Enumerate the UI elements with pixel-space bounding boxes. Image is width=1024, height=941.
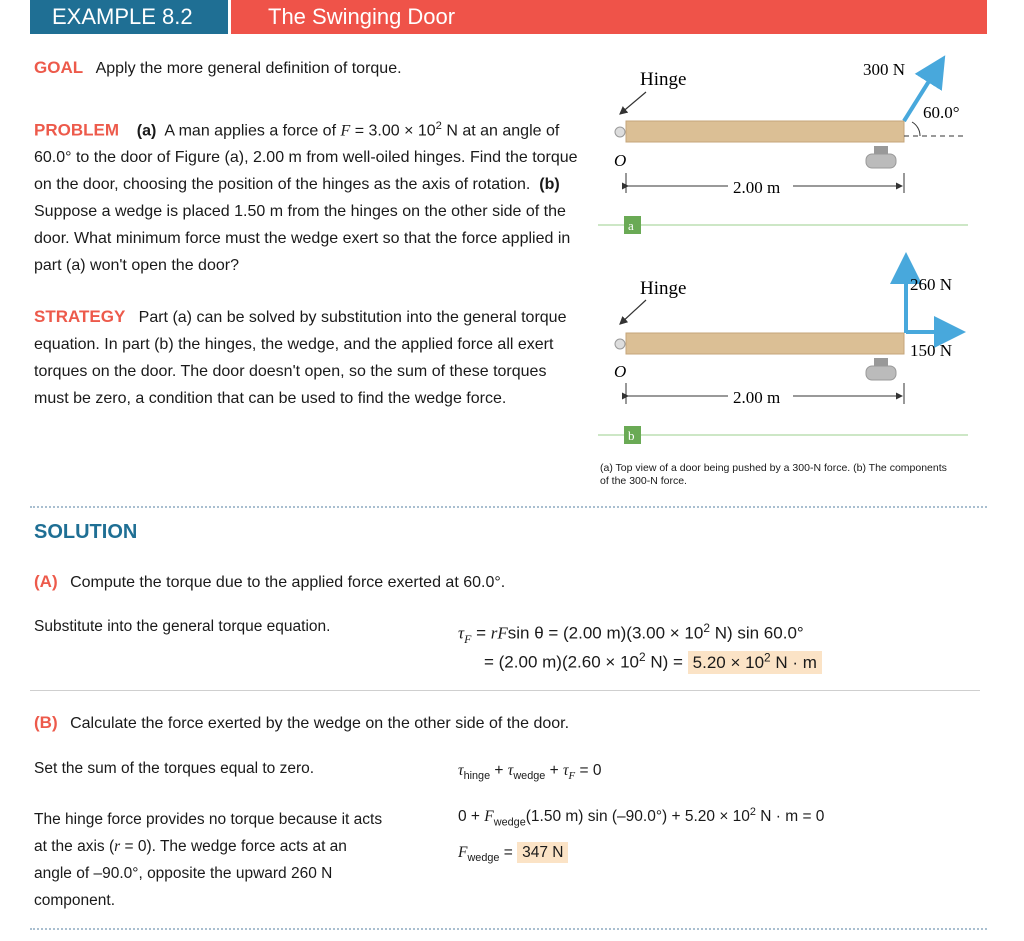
torque-equation-2 — [484, 650, 822, 673]
eq2-exp: 2 — [638, 650, 646, 664]
panel-tag-b-text: b — [628, 428, 635, 443]
goal-section — [34, 54, 574, 82]
part-a-tag: (A) — [34, 572, 58, 591]
problem-text-a2: = 3.00 × 10 — [350, 122, 436, 140]
hinge-pointer-b — [620, 300, 646, 324]
figure-caption: (a) Top view of a door being pushed by a 300-N force. (b) The components of the 300-N force. — [600, 462, 947, 487]
panel-tag-a-text: a — [628, 218, 634, 233]
eq4-f: F — [458, 844, 468, 861]
angle-label: 60.0° — [923, 103, 960, 122]
wedge-torque-equation — [458, 806, 824, 828]
sum-end: = 0 — [575, 762, 602, 779]
eq3-exp: 2 — [749, 806, 756, 818]
part-b-heading — [34, 713, 569, 733]
solution-title: SOLUTION — [34, 521, 138, 543]
eq2-a: = (2.00 m)(2.60 × 10 — [484, 652, 639, 672]
eq1-rhs: sin θ = (2.00 m)(3.00 × 10 — [507, 623, 704, 643]
eq4-equals: = — [499, 844, 518, 861]
goal-text: Apply the more general definition of torque. — [95, 60, 402, 77]
eq1-rf: rF — [490, 623, 508, 643]
eq2-b: N) = — [645, 652, 688, 672]
torque-result-value: 5.20 × 10 — [692, 652, 765, 672]
torque-result-exp: 2 — [764, 650, 771, 664]
angle-arc — [912, 122, 920, 136]
part-a-instruction: Substitute into the general torque equation. — [34, 618, 331, 635]
torque-result — [688, 651, 822, 674]
tau-sub-f: F — [464, 632, 472, 647]
problem-part-b-tag: (b) — [539, 176, 560, 194]
origin-b: O — [614, 362, 627, 381]
figure-panel-a — [598, 60, 968, 234]
force-label-300: 300 N — [863, 60, 906, 79]
wedge-force-result: 347 N — [517, 842, 568, 863]
eq3-a: 0 + — [458, 808, 485, 826]
tau-wedge-sub: wedge — [513, 770, 546, 783]
part-b-instruction-2 — [34, 806, 384, 914]
sum-plus-2: + — [545, 762, 563, 779]
force-label-260: 260 N — [910, 275, 953, 294]
problem-text-a1: A man applies a force of — [164, 122, 341, 140]
problem-part-a-tag: (a) — [136, 122, 157, 140]
origin-a: O — [614, 151, 627, 170]
eq4-sub: wedge — [467, 852, 500, 865]
eq1-exp: 2 — [703, 621, 710, 635]
door-a — [626, 121, 904, 142]
part-b-heading-text: Calculate the force exerted by the wedge on the other side of the door. — [70, 715, 570, 732]
hinge-label-b: Hinge — [640, 278, 687, 299]
strategy-text: Part (a) can be solved by substitution into the general torque equation. In part (b) the hinges, the wedge, and the applied force all exert torques on the door. The door doesn't open, so the sum of these torques must be zero, a condition that can be used to find the wedge force. — [34, 309, 567, 407]
part-b-tag: (B) — [34, 713, 58, 732]
strategy-label: STRATEGY — [34, 307, 126, 326]
force-label-150: 150 N — [910, 341, 953, 360]
tau-hinge-sub: hinge — [463, 770, 491, 783]
tau-f: τ — [562, 762, 569, 779]
torque-equation-1 — [458, 621, 804, 647]
torque-result-unit: N · m — [770, 652, 817, 672]
section-divider-top — [30, 506, 987, 508]
wedge-a — [866, 146, 896, 168]
problem-text-b: Suppose a wedge is placed 1.50 m from the hinges on the other side of the door. What minimum force must the wedge exert so that the force applied in part (a) won't open the door? — [34, 203, 571, 275]
wedge-force-equation — [458, 844, 568, 864]
hinge-pointer-a — [620, 92, 646, 114]
problem-text-a3: N at an angle of 60.0° to the door of Figure (a), 2.00 m from well-oiled hinges. Find the torque on the door, choosing the position of the hinges as the axis of rotation. — [34, 122, 578, 194]
torque-sum-equation — [458, 762, 601, 782]
instr2-a: The hinge force provides no torque because it acts at the axis ( — [34, 811, 383, 855]
eq1-equals: = — [471, 623, 491, 643]
instr2-b: = 0). The wedge force acts at an angle of –90.0°, opposite the upward 260 N component. — [34, 838, 347, 909]
distance-b: 2.00 m — [733, 388, 781, 407]
goal-label: GOAL — [34, 58, 84, 77]
tau-symbol: τ — [458, 623, 465, 643]
section-divider-bottom — [30, 928, 987, 930]
problem-var-f: F — [340, 122, 351, 140]
instr2-r: r — [114, 838, 121, 855]
example-number: EXAMPLE 8.2 — [30, 0, 228, 34]
figure-panel-b — [598, 260, 968, 444]
problem-label: PROBLEM — [34, 120, 119, 140]
part-a-heading-text: Compute the torque due to the applied force exerted at 60.0°. — [70, 574, 506, 591]
part-a-heading — [34, 572, 505, 592]
hinge-b — [615, 339, 625, 349]
tau-f-sub: F — [568, 770, 576, 783]
eq3-f: F — [484, 808, 494, 826]
door-figure — [598, 48, 978, 463]
hinge-label-a: Hinge — [640, 69, 687, 90]
problem-exp: 2 — [435, 120, 442, 132]
problem-section — [34, 113, 582, 279]
tau-hinge: τ — [458, 762, 464, 779]
door-b — [626, 333, 904, 354]
sum-plus-1: + — [490, 762, 508, 779]
strategy-section — [34, 303, 582, 412]
part-divider — [30, 690, 980, 691]
tau-wedge: τ — [507, 762, 514, 779]
wedge-b — [866, 358, 896, 380]
eq3-c: N · m = 0 — [755, 808, 825, 826]
eq1-tail: N) sin 60.0° — [709, 623, 804, 643]
distance-a: 2.00 m — [733, 178, 781, 197]
hinge-a — [615, 127, 625, 137]
eq3-sub: wedge — [493, 816, 526, 829]
eq3-b: (1.50 m) sin (–90.0°) + 5.20 × 10 — [525, 808, 750, 826]
example-title: The Swinging Door — [231, 0, 987, 34]
part-b-instruction-1: Set the sum of the torques equal to zero. — [34, 760, 315, 777]
